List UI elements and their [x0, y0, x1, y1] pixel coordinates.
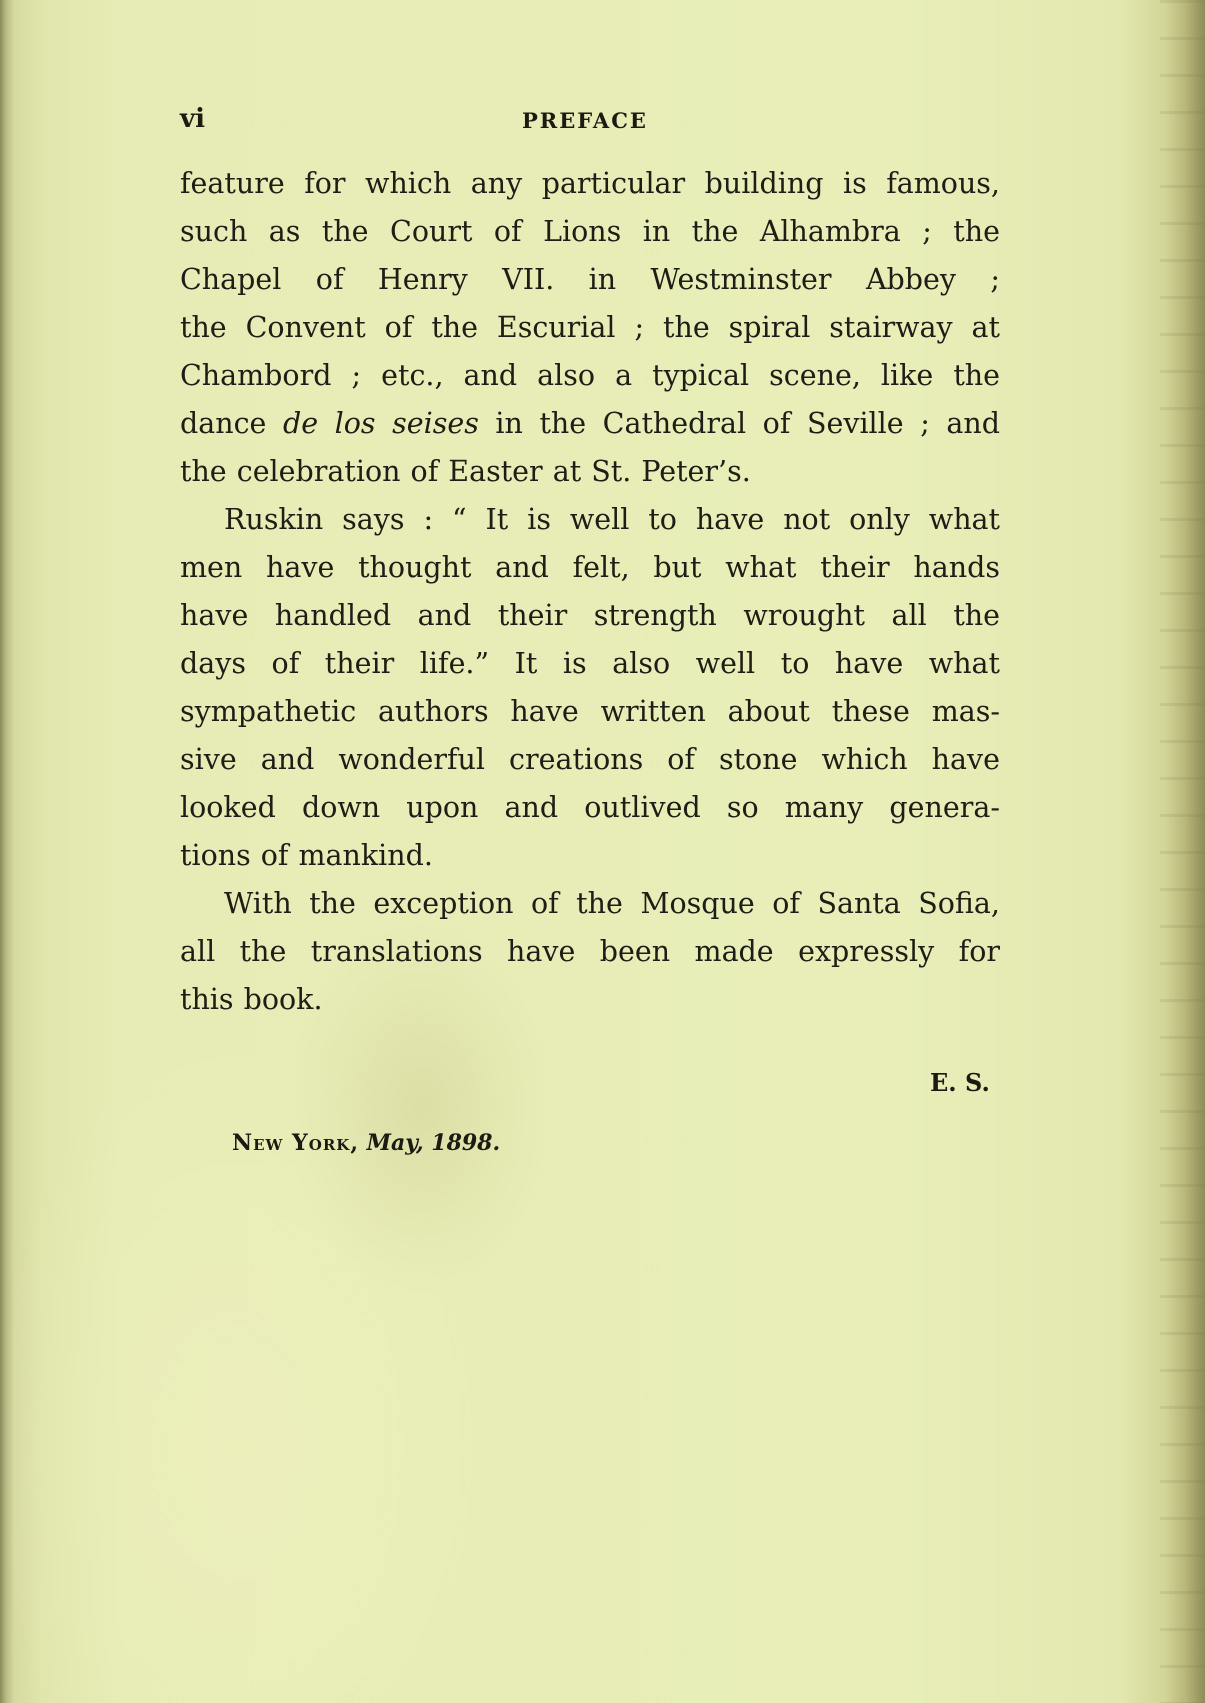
- author-initials: E. S.: [930, 1068, 990, 1097]
- page-gutter-shadow: [0, 0, 14, 1703]
- text-line: Ruskin says : “ It is well to have not only what: [224, 503, 1000, 536]
- text-fragment: dance: [180, 407, 267, 440]
- text-line: sympathetic authors have written about these mas-: [180, 695, 1000, 728]
- body-text: [180, 160, 1000, 1024]
- text-line: With the exception of the Mosque of Santa Sofia,: [224, 887, 1000, 920]
- text-line-with-italic: [180, 400, 1000, 448]
- text-line: sive and wonderful creations of stone which have: [180, 743, 1000, 776]
- page-header: [180, 104, 1000, 140]
- dateline: [232, 1130, 500, 1156]
- running-head: PREFACE: [522, 108, 648, 133]
- italic-phrase: de los seises: [282, 407, 479, 440]
- dateline-place: New York,: [232, 1130, 359, 1156]
- text-line: this book.: [180, 983, 323, 1016]
- text-line: have handled and their strength wrought all the: [180, 599, 1000, 632]
- text-fragment: in the Cathedral of Seville ; and: [495, 407, 1000, 440]
- text-line: all the translations have been made expressly for: [180, 935, 1000, 968]
- text-line: days of their life.” It is also well to have what: [180, 647, 1000, 680]
- text-line: Chambord ; etc., and also a typical scene, like the: [180, 359, 1000, 392]
- text-line: such as the Court of Lions in the Alhambra ; the: [180, 215, 1000, 248]
- page-number: vi: [180, 104, 205, 134]
- paragraph-1: [180, 160, 1000, 496]
- text-line: men have thought and felt, but what their hands: [180, 551, 1000, 584]
- text-line: tions of mankind.: [180, 839, 433, 872]
- paragraph-3: [180, 880, 1000, 1024]
- page-edge-shadow: [1160, 0, 1205, 1703]
- text-line: the celebration of Easter at St. Peter’s.: [180, 455, 751, 488]
- text-line: feature for which any particular building is famous,: [180, 167, 1000, 200]
- text-line: Chapel of Henry VII. in Westminster Abbey ;: [180, 263, 1000, 296]
- dateline-date: May, 1898.: [366, 1130, 501, 1156]
- text-line: the Convent of the Escurial ; the spiral stairway at: [180, 311, 1000, 344]
- paragraph-2: [180, 496, 1000, 880]
- text-line: looked down upon and outlived so many genera-: [180, 791, 1000, 824]
